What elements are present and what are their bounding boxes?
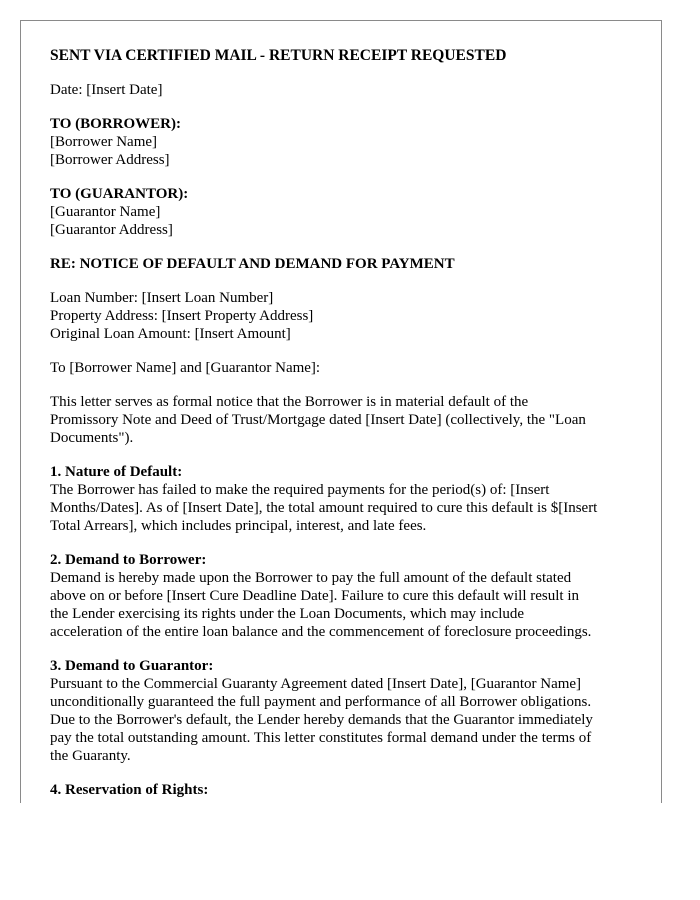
section-line: Total Arrears], which includes principal, interest, and late fees.: [50, 518, 427, 534]
section-line: unconditionally guaranteed the full payment and performance of all Borrower obligations.: [50, 694, 592, 710]
section-line: the Lender exercising its rights under the Loan Documents, which may include: [50, 606, 525, 622]
original-loan-amount: Original Loan Amount: [Insert Amount]: [50, 326, 291, 342]
mail-notice: SENT VIA CERTIFIED MAIL - RETURN RECEIPT REQUESTED: [50, 47, 507, 64]
re-line: RE: NOTICE OF DEFAULT AND DEMAND FOR PAYMENT: [50, 256, 455, 272]
date-line: Date: [Insert Date]: [50, 82, 163, 98]
guarantor-heading: TO (GUARANTOR):: [50, 186, 189, 202]
salutation: To [Borrower Name] and [Guarantor Name]:: [50, 360, 321, 376]
intro-line: Documents").: [50, 430, 134, 446]
guarantor-name: [Guarantor Name]: [50, 204, 161, 220]
section-demand-to-borrower: [50, 551, 640, 641]
intro-line: Promissory Note and Deed of Trust/Mortgage dated [Insert Date] (collectively, the "Loan: [50, 412, 586, 428]
section-line: acceleration of the entire loan balance and the commencement of foreclosure proceedings.: [50, 624, 592, 640]
section-line: The Borrower has failed to make the required payments for the period(s) of: [Insert: [50, 482, 550, 498]
guarantor-block: [50, 185, 640, 239]
borrower-heading: TO (BORROWER):: [50, 116, 181, 132]
section-nature-of-default: [50, 463, 640, 535]
section-line: pay the total outstanding amount. This letter constitutes formal demand under the terms of: [50, 730, 592, 746]
borrower-address: [Borrower Address]: [50, 152, 170, 168]
section-line: above on or before [Insert Cure Deadline Date]. Failure to cure this default will result in: [50, 588, 579, 604]
section-heading: 1. Nature of Default:: [50, 464, 183, 480]
section-demand-to-guarantor: [50, 657, 640, 765]
property-address: Property Address: [Insert Property Address]: [50, 308, 314, 324]
loan-info-block: [50, 289, 640, 343]
borrower-block: [50, 115, 640, 169]
letter-page: [20, 20, 662, 803]
section-reservation-of-rights: [50, 781, 640, 799]
letter-body: [50, 47, 640, 803]
loan-number: Loan Number: [Insert Loan Number]: [50, 290, 274, 306]
section-heading: 4. Reservation of Rights:: [50, 782, 209, 798]
section-heading: 2. Demand to Borrower:: [50, 552, 207, 568]
guarantor-address: [Guarantor Address]: [50, 222, 173, 238]
section-line: Pursuant to the Commercial Guaranty Agreement dated [Insert Date], [Guarantor Name]: [50, 676, 582, 692]
intro-paragraph: [50, 393, 640, 447]
intro-line: This letter serves as formal notice that the Borrower is in material default of the: [50, 394, 529, 410]
section-line: Months/Dates]. As of [Insert Date], the total amount required to cure this default is $[Insert: [50, 500, 598, 516]
section-heading: 3. Demand to Guarantor:: [50, 658, 214, 674]
section-line: Due to the Borrower's default, the Lender hereby demands that the Guarantor immediately: [50, 712, 593, 728]
borrower-name: [Borrower Name]: [50, 134, 158, 150]
section-line: Demand is hereby made upon the Borrower to pay the full amount of the default stated: [50, 570, 572, 586]
section-line: the Guaranty.: [50, 748, 131, 764]
